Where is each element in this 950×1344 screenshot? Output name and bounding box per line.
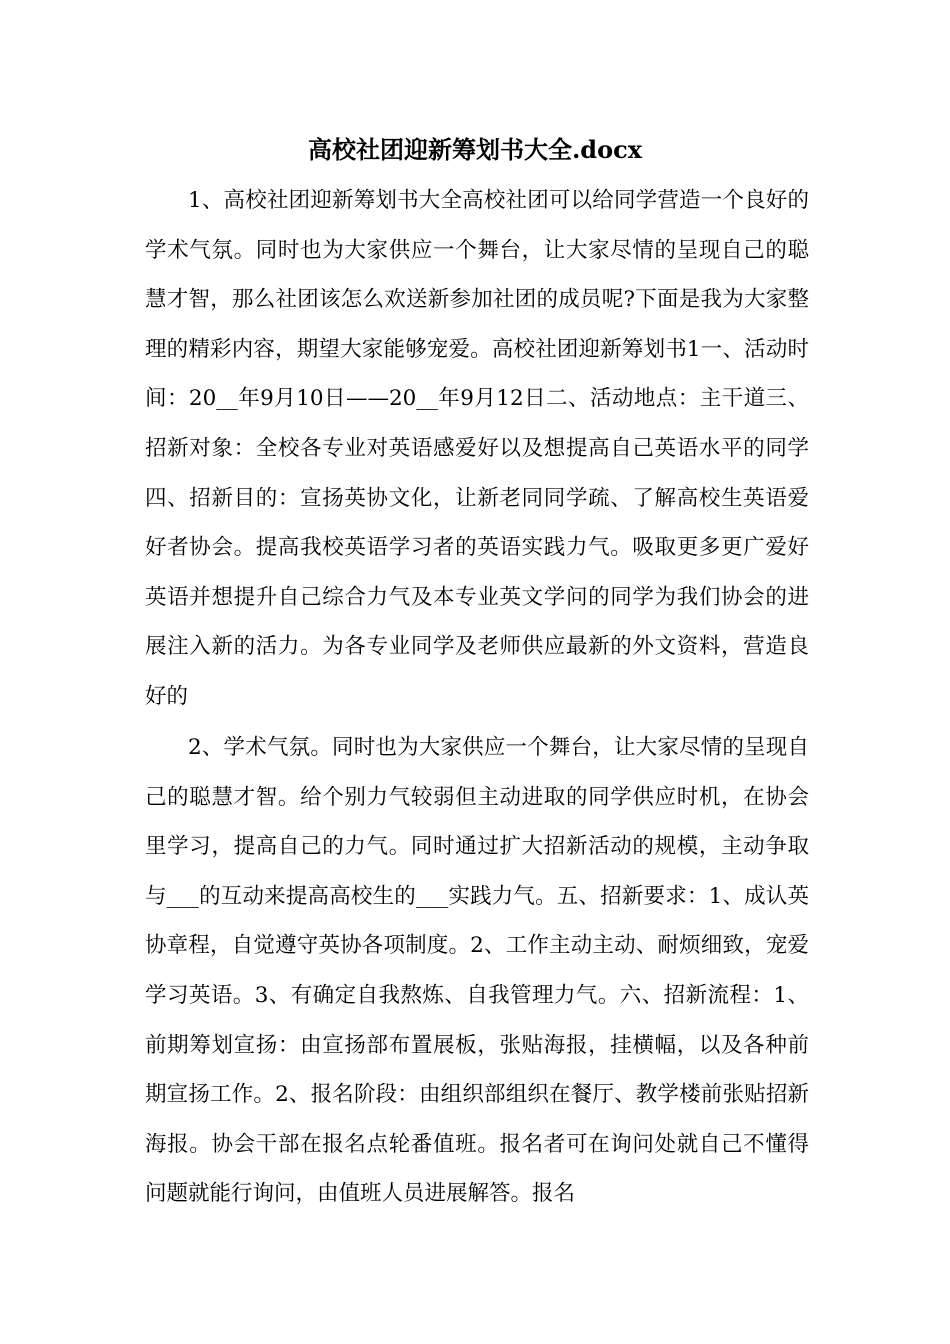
body-paragraph-1: 1、高校社团迎新筹划书大全高校社团可以给同学营造一个良好的学术气氛。同时也为大家供应一个舞台，让大家尽情的呈现自己的聪慧才智，那么社团该怎么欢送新参加社团的成员呢?下面是我为大家整理的精彩内容，期望大家能够宠爱。高校社团迎新筹划书1一、活动时间：20__年9月10日——20__年9月12日二、活动地点：主干道三、招新对象：全校各专业对英语感爱好以及想提高自己英语水平的同学四、招新目的：宣扬英协文化，让新老同同学疏、了解高校生英语爱好者协会。提高我校英语学习者的英语实践力气。吸取更多更广爱好英语并想提升自己综合力气及本专业英文学问的同学为我们协会的进展注入新的活力。为各专业同学及老师供应最新的外文资料，营造良好的 xyxy=(145,188,809,709)
document-title: 高校社团迎新筹划书大全.docx xyxy=(307,135,643,164)
body-paragraph-2: 2、学术气氛。同时也为大家供应一个舞台，让大家尽情的呈现自己的聪慧才智。给个别力气较弱但主动进取的同学供应时机，在协会里学习，提高自己的力气。同时通过扩大招新活动的规模，主动争取与___的互动来提高高校生的___实践力气。五、招新要求：1、成认英协章程，自觉遵守英协各项制度。2、工作主动主动、耐烦细致，宠爱学习英语。3、有确定自我熬炼、自我管理力气。六、招新流程：1、前期筹划宣扬：由宣扬部布置展板，张贴海报，挂横幅，以及各种前期宣扬工作。2、报名阶段：由组织部组织在餐厅、教学楼前张贴招新海报。协会干部在报名点轮番值班。报名者可在询问处就自己不懂得问题就能行询问，由值班人员进展解答。报名 xyxy=(145,735,809,1207)
